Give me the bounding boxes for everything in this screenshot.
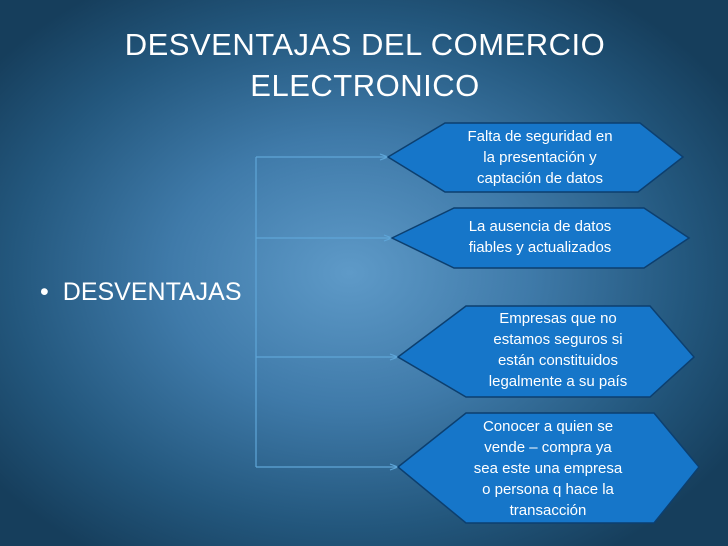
bullet-label: DESVENTAJAS	[62, 278, 242, 306]
slide-title-line-2: ELECTRONICO	[250, 68, 480, 103]
shape-4-line-4: o persona q hace la	[482, 481, 614, 498]
shape-3-line-1: Empresas que no	[499, 310, 617, 327]
shape-4-line-5: transacción	[509, 502, 587, 519]
shape-1-line-1: Falta de seguridad en	[467, 128, 613, 145]
bullet-dot: •	[40, 278, 49, 306]
shape-4-text	[448, 415, 648, 522]
shape-3-text	[458, 307, 658, 393]
shape-2-line-1: La ausencia de datos	[468, 218, 612, 235]
shape-3-line-4: legalmente a su país	[488, 373, 628, 390]
shape-1-line-3: captación de datos	[477, 170, 603, 187]
shape-1-line-2: la presentación y	[483, 149, 597, 166]
slide-title-line-1: DESVENTAJAS DEL COMERCIO	[124, 27, 606, 62]
shape-4-line-3: sea este una empresa	[473, 460, 623, 477]
shape-3-line-2: estamos seguros si	[493, 331, 623, 348]
shape-4-line-2: vende – compra ya	[484, 439, 612, 456]
shape-3-line-3: están constituidos	[497, 352, 619, 369]
shape-2-line-2: fiables y actualizados	[468, 239, 612, 256]
shape-2-text	[440, 212, 640, 262]
shape-4-line-1: Conocer a quien se	[482, 418, 614, 435]
shape-1-text	[440, 125, 640, 190]
